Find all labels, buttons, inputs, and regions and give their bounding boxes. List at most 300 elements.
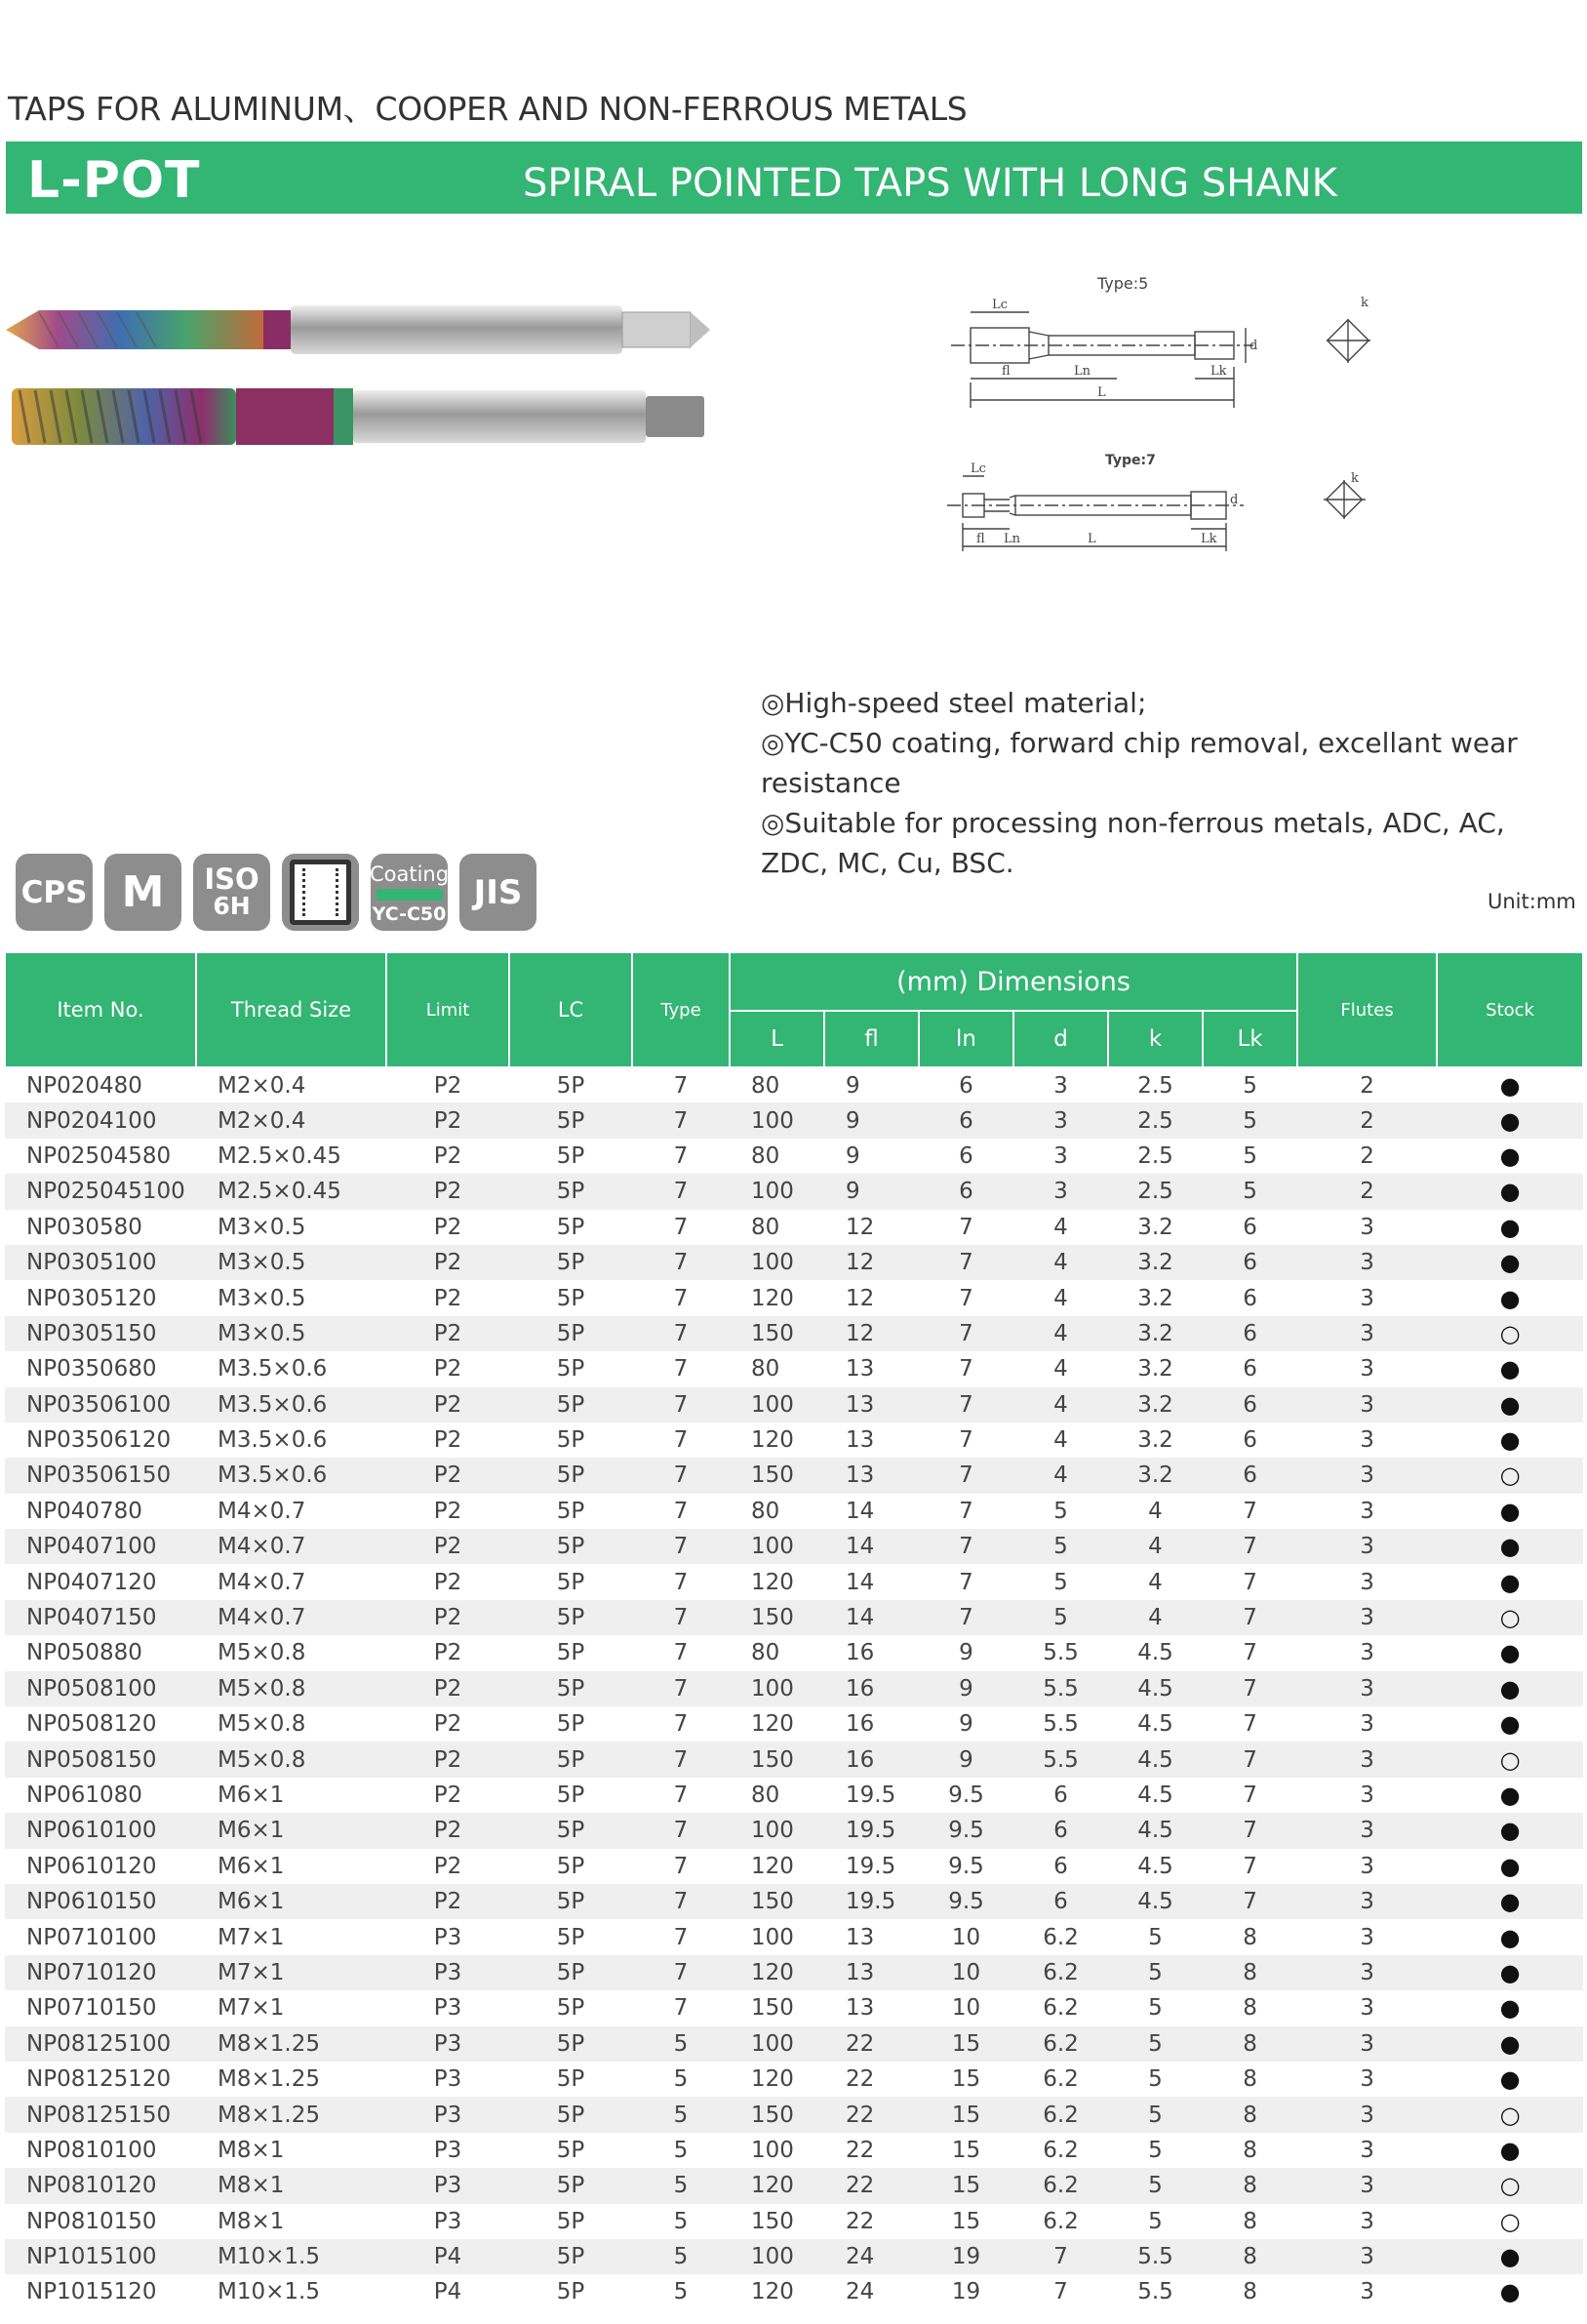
cell-k: 3.2 (1137, 1356, 1173, 1382)
cell-limit: P2 (386, 1102, 509, 1138)
cell-item-no: NP1015120 (26, 2279, 157, 2305)
cell-type: 7 (632, 1742, 730, 1777)
cell-lc: 5P (509, 2097, 632, 2132)
cell-flutes: 3 (1297, 1813, 1437, 1848)
cell-l: 120 (730, 1955, 824, 1990)
cell-d: 5.5 (1013, 1671, 1108, 1706)
table-row (5, 2274, 1583, 2309)
cell-k: 3.2 (1108, 1245, 1203, 1280)
cell-thread-size: M4×0.7 (196, 1529, 386, 1564)
table-row (5, 1139, 1583, 1174)
cell-fl: 13 (824, 1458, 919, 1493)
cell-stock: ○ (1437, 1458, 1583, 1493)
cell-ln: 9.5 (948, 1853, 984, 1879)
table-row (5, 1564, 1583, 1599)
cell-flutes: 3 (1360, 1924, 1374, 1950)
cell-stock: ● (1499, 1923, 1521, 1951)
cell-d: 6.2 (1013, 1955, 1108, 1990)
cell-k: 2.5 (1137, 1072, 1173, 1099)
cell-flutes: 3 (1360, 1569, 1374, 1595)
cell-stock: ● (1437, 1671, 1583, 1706)
cell-limit: P2 (433, 1640, 462, 1666)
cell-d: 3 (1013, 1102, 1108, 1138)
metric-badge: M (104, 854, 181, 931)
cell-stock: ● (1499, 1071, 1521, 1100)
cell-lc: 5P (509, 1671, 632, 1706)
cell-ln: 19 (951, 2279, 981, 2305)
cell-lc: 5P (556, 1711, 585, 1738)
unit-label: Unit:mm (1488, 890, 1576, 913)
table-row (5, 1174, 1583, 1209)
cell-flutes: 3 (1360, 2137, 1374, 2163)
product-subtitle: SPIRAL POINTED TAPS WITH LONG SHANK (523, 161, 1337, 206)
table-row (5, 1494, 1583, 1529)
cell-limit: P3 (386, 2026, 509, 2062)
cell-l: 120 (751, 1569, 794, 1595)
cell-lk: 7 (1203, 1529, 1297, 1564)
cell-lk: 7 (1203, 1742, 1297, 1777)
cell-ln: 7 (959, 1285, 973, 1311)
feature-item: ◎High-speed steel material; (761, 687, 1147, 719)
cell-ln: 10 (951, 1924, 981, 1950)
cell-type: 7 (673, 1498, 689, 1524)
dim-fl-label: fl (1002, 364, 1011, 379)
cell-stock: ● (1499, 1994, 1521, 2023)
cell-lc: 5P (556, 1569, 585, 1595)
cell-l: 100 (730, 1529, 824, 1564)
cell-thread-size: M8×1 (218, 2137, 285, 2163)
cell-fl: 22 (824, 2097, 919, 2132)
cell-lk: 7 (1243, 1569, 1257, 1595)
spec-table-body (5, 1067, 1583, 2310)
cell-fl: 14 (824, 1529, 919, 1564)
cell-fl: 12 (824, 1316, 919, 1351)
cell-ln: 9 (919, 1671, 1013, 1706)
cell-d: 4 (1053, 1356, 1068, 1382)
table-row (5, 1067, 1583, 1102)
cell-d: 6 (1053, 1783, 1068, 1808)
cell-item-no: NP08125150 (5, 2097, 196, 2132)
cell-item-no: NP08125100 (5, 2026, 196, 2062)
cell-lc: 5P (556, 2137, 585, 2163)
table-row (5, 2026, 1583, 2062)
dim-lc-label: Lc (992, 298, 1008, 312)
cell-lk: 8 (1243, 2279, 1257, 2305)
cell-stock: ● (1437, 1884, 1583, 1919)
coating-badge (371, 854, 448, 931)
cell-lk: 5 (1203, 1102, 1297, 1138)
header-k: k (1108, 1011, 1203, 1067)
cell-thread-size: M6×1 (196, 1884, 386, 1919)
cell-item-no: NP03506150 (5, 1458, 196, 1493)
cell-type: 7 (632, 1884, 730, 1919)
cell-flutes: 2 (1360, 1072, 1374, 1099)
cell-d: 4 (1013, 1316, 1108, 1351)
cell-k: 5 (1108, 2097, 1203, 2132)
product-code: L-POT (27, 151, 201, 210)
cell-flutes: 3 (1360, 1427, 1374, 1454)
cell-stock: ● (1499, 1497, 1521, 1525)
cell-flutes: 3 (1297, 2239, 1437, 2274)
cell-lk: 7 (1203, 1813, 1297, 1848)
cell-limit: P2 (433, 1427, 462, 1454)
cell-flutes: 3 (1360, 2279, 1374, 2305)
table-row (5, 1529, 1583, 1564)
cell-ln: 15 (951, 2066, 981, 2093)
cell-ln: 6 (959, 1072, 973, 1099)
cell-fl: 22 (824, 2026, 919, 2062)
cell-k: 5.5 (1108, 2239, 1203, 2274)
cell-d: 6 (1013, 1884, 1108, 1919)
cell-l: 100 (730, 1813, 824, 1848)
cell-l: 120 (730, 2168, 824, 2203)
cell-item-no: NP040780 (26, 1498, 142, 1524)
cell-ln: 9.5 (919, 1884, 1013, 1919)
cell-flutes: 3 (1360, 1285, 1374, 1311)
header-thread-size: Thread Size (196, 952, 386, 1067)
title-banner (6, 141, 1582, 214)
cell-lc: 5P (556, 1498, 585, 1524)
cell-lc: 5P (556, 1995, 585, 2022)
cell-thread-size: M3×0.5 (218, 1214, 306, 1240)
cell-lk: 6 (1243, 1214, 1257, 1240)
cell-fl: 22 (824, 2168, 919, 2203)
cell-limit: P2 (433, 1711, 462, 1738)
cell-type: 7 (673, 1285, 689, 1311)
cell-stock: ● (1437, 1813, 1583, 1848)
cell-ln: 7 (919, 1245, 1013, 1280)
cell-item-no: NP061080 (26, 1783, 142, 1808)
cell-d: 5.5 (1013, 1742, 1108, 1777)
cell-lc: 5P (509, 2168, 632, 2203)
cell-k: 5 (1148, 1924, 1163, 1950)
cell-stock: ● (1499, 1213, 1521, 1241)
cell-lc: 5P (556, 1214, 585, 1240)
cell-lc: 5P (509, 1529, 632, 1564)
table-row (5, 1210, 1583, 1245)
dim-d-label: d (1250, 339, 1258, 353)
cell-d: 6.2 (1043, 2208, 1079, 2234)
cell-item-no: NP0407120 (26, 1569, 157, 1595)
cell-k: 4 (1108, 1600, 1203, 1635)
header-stock: Stock (1437, 952, 1583, 1067)
cell-lc: 5P (509, 1813, 632, 1848)
cell-stock: ● (1499, 1355, 1521, 1383)
cell-lk: 6 (1243, 1356, 1257, 1382)
cell-item-no: NP025045100 (5, 1174, 196, 1209)
cell-fl: 24 (846, 2279, 875, 2305)
cell-d: 4 (1053, 1427, 1068, 1454)
cell-lc: 5P (556, 2208, 585, 2234)
cell-k: 5 (1148, 2066, 1163, 2093)
cell-thread-size: M6×1 (218, 1853, 285, 1879)
cell-flutes: 3 (1297, 1600, 1437, 1635)
cell-type: 5 (673, 2137, 689, 2163)
cell-limit: P4 (386, 2239, 509, 2274)
cell-item-no: NP0508120 (26, 1711, 157, 1738)
cell-item-no: NP0710100 (26, 1924, 157, 1950)
header-l: L (730, 1011, 824, 1067)
cell-fl: 14 (846, 1498, 875, 1524)
iso-6h-badge (193, 854, 270, 931)
cell-fl: 16 (824, 1742, 919, 1777)
cell-type: 7 (673, 1783, 689, 1808)
cell-flutes: 3 (1360, 1498, 1374, 1524)
cell-k: 5 (1148, 2208, 1163, 2234)
cell-d: 6.2 (1043, 2137, 1079, 2163)
cell-lk: 7 (1243, 1853, 1257, 1879)
cell-fl: 13 (846, 1924, 875, 1950)
cell-d: 3 (1053, 1072, 1068, 1099)
cell-stock: ● (1437, 1102, 1583, 1138)
cell-d: 6.2 (1013, 2097, 1108, 2132)
cell-d: 5.5 (1043, 1711, 1079, 1738)
cell-l: 80 (751, 1214, 780, 1240)
cell-type: 7 (632, 1671, 730, 1706)
shank-icon (282, 854, 359, 931)
cell-k: 2.5 (1108, 1174, 1203, 1209)
cell-lk: 7 (1243, 1640, 1257, 1666)
cell-type: 7 (632, 1174, 730, 1209)
cell-item-no: NP0508100 (5, 1671, 196, 1706)
header-limit: Limit (386, 952, 509, 1067)
cell-fl: 12 (846, 1214, 875, 1240)
cell-d: 4 (1013, 1387, 1108, 1422)
cell-thread-size: M7×1 (218, 1924, 285, 1950)
table-row (5, 2097, 1583, 2132)
cell-fl: 13 (824, 1955, 919, 1990)
page-heading: TAPS FOR ALUMINUM、COOPER AND NON-FERROUS METALS (8, 90, 968, 128)
cell-thread-size: M6×1 (218, 1783, 285, 1808)
cell-lk: 5 (1243, 1072, 1257, 1099)
cell-d: 4 (1053, 1285, 1068, 1311)
cell-flutes: 3 (1360, 1711, 1374, 1738)
cell-flutes: 3 (1360, 2208, 1374, 2234)
cell-lc: 5P (509, 1245, 632, 1280)
cell-thread-size: M3×0.5 (196, 1316, 386, 1351)
cell-item-no: NP0350680 (26, 1356, 157, 1382)
cell-item-no: NP0810120 (5, 2168, 196, 2203)
cell-l: 150 (730, 2097, 824, 2132)
table-row (5, 1458, 1583, 1493)
cell-ln: 19 (919, 2239, 1013, 2274)
cell-stock: ● (1437, 2239, 1583, 2274)
table-row (5, 1742, 1583, 1777)
table-row (5, 1316, 1583, 1351)
cell-stock: ● (1499, 1782, 1521, 1809)
cell-l: 150 (730, 1316, 824, 1351)
feature-item: ◎Suitable for processing non-ferrous metals, ADC, AC, ZDC, MC, Cu, BSC. (761, 807, 1505, 879)
cell-l: 100 (730, 1174, 824, 1209)
cell-flutes: 3 (1297, 1955, 1437, 1990)
cell-limit: P2 (386, 1529, 509, 1564)
cell-fl: 16 (846, 1711, 875, 1738)
cell-l: 150 (730, 1884, 824, 1919)
cell-type: 7 (632, 1529, 730, 1564)
cell-stock: ○ (1437, 1600, 1583, 1635)
cell-l: 150 (751, 2208, 794, 2234)
cell-limit: P2 (433, 1853, 462, 1879)
cell-lk: 6 (1243, 1427, 1257, 1454)
cell-type: 7 (632, 1102, 730, 1138)
dim-l-label: L (1097, 385, 1106, 400)
cell-l: 120 (751, 1711, 794, 1738)
cell-l: 150 (730, 1600, 824, 1635)
cell-fl: 13 (846, 1427, 875, 1454)
cell-item-no: NP1015100 (5, 2239, 196, 2274)
cell-lc: 5P (556, 2066, 585, 2093)
cell-l: 120 (751, 1853, 794, 1879)
cell-lc: 5P (509, 1316, 632, 1351)
cell-lc: 5P (509, 1742, 632, 1777)
cell-d: 5 (1013, 1529, 1108, 1564)
cell-l: 120 (751, 2066, 794, 2093)
table-row (5, 1955, 1583, 1990)
dim-d-label-7: d (1230, 493, 1239, 507)
cell-limit: P2 (433, 1356, 462, 1382)
cell-lc: 5P (556, 2279, 585, 2305)
cell-ln: 10 (919, 1955, 1013, 1990)
cell-stock: ● (1499, 1142, 1521, 1170)
cell-lc: 5P (556, 1285, 585, 1311)
cell-flutes: 2 (1297, 1174, 1437, 1209)
cell-l: 120 (751, 2279, 794, 2305)
cell-lc: 5P (556, 1783, 585, 1808)
header-dimensions: (mm) Dimensions (730, 952, 1297, 1011)
cell-ln: 9 (959, 1711, 973, 1738)
cell-lk: 8 (1243, 1924, 1257, 1950)
cell-lk: 8 (1203, 2168, 1297, 2203)
cell-thread-size: M2.5×0.45 (218, 1142, 341, 1169)
type7-label: Type:7 (1105, 453, 1156, 468)
cell-type: 7 (632, 1813, 730, 1848)
cell-type: 7 (673, 1640, 689, 1666)
cell-d: 7 (1053, 2279, 1068, 2305)
cell-thread-size: M3.5×0.6 (218, 1356, 328, 1382)
table-row (5, 1245, 1583, 1280)
cell-l: 150 (751, 1995, 794, 2022)
cell-lc: 5P (556, 1924, 585, 1950)
cell-type: 5 (632, 2239, 730, 2274)
cell-k: 5 (1108, 2026, 1203, 2062)
cell-lk: 8 (1203, 2097, 1297, 2132)
cell-lc: 5P (509, 1174, 632, 1209)
cell-fl: 22 (846, 2208, 875, 2234)
cell-d: 7 (1013, 2239, 1108, 2274)
cell-type: 7 (632, 1387, 730, 1422)
cell-item-no: NP0710120 (5, 1955, 196, 1990)
table-row (5, 1351, 1583, 1386)
cell-limit: P3 (433, 2066, 462, 2093)
cell-lc: 5P (509, 2026, 632, 2062)
cell-ln: 7 (919, 1529, 1013, 1564)
cell-limit: P2 (386, 1600, 509, 1635)
table-row (5, 1706, 1583, 1742)
cell-k: 4 (1108, 1529, 1203, 1564)
table-row (5, 1778, 1583, 1813)
dim-lk-label: Lk (1210, 364, 1227, 379)
cell-lc: 5P (556, 1356, 585, 1382)
cell-k: 4.5 (1137, 1640, 1173, 1666)
cell-type: 7 (673, 1995, 689, 2022)
cell-type: 5 (632, 2026, 730, 2062)
cell-k: 2.5 (1108, 1102, 1203, 1138)
cell-type: 7 (673, 1142, 689, 1169)
jis-badge: JIS (459, 854, 536, 931)
cell-d: 6.2 (1013, 2026, 1108, 2062)
cell-type: 7 (632, 1245, 730, 1280)
cell-k: 4.5 (1108, 1813, 1203, 1848)
cell-stock: ○ (1437, 2168, 1583, 2203)
cell-thread-size: M3.5×0.6 (218, 1427, 328, 1454)
spec-table (4, 951, 1584, 2310)
cell-fl: 19.5 (824, 1813, 919, 1848)
cell-thread-size: M5×0.8 (218, 1640, 306, 1666)
cell-flutes: 3 (1297, 2097, 1437, 2132)
header-ln: ln (919, 1011, 1013, 1067)
cell-ln: 9.5 (919, 1813, 1013, 1848)
cell-lc: 5P (556, 1853, 585, 1879)
cell-l: 100 (730, 1245, 824, 1280)
table-row (5, 1884, 1583, 1919)
cell-thread-size: M4×0.7 (218, 1498, 306, 1524)
cell-thread-size: M10×1.5 (196, 2239, 386, 2274)
cell-ln: 7 (959, 1356, 973, 1382)
cell-lk: 8 (1203, 1955, 1297, 1990)
cell-flutes: 3 (1360, 1995, 1374, 2022)
cell-item-no: NP0407100 (5, 1529, 196, 1564)
cell-stock: ○ (1437, 1742, 1583, 1777)
cell-d: 6.2 (1043, 1995, 1079, 2022)
cell-item-no: NP02504580 (26, 1142, 172, 1169)
cell-lc: 5P (509, 1600, 632, 1635)
cell-l: 100 (730, 1671, 824, 1706)
cps-badge: CPS (16, 854, 93, 931)
table-row (5, 1919, 1583, 1954)
cell-lk: 8 (1203, 2026, 1297, 2062)
header-type: Type (632, 952, 730, 1067)
cell-lc: 5P (556, 1427, 585, 1454)
cell-fl: 12 (846, 1285, 875, 1311)
cell-limit: P2 (433, 1285, 462, 1311)
cell-fl: 9 (824, 1174, 919, 1209)
cell-thread-size: M8×1.25 (218, 2066, 320, 2093)
header-fl: fl (824, 1011, 919, 1067)
cell-item-no: NP050880 (26, 1640, 142, 1666)
cell-lk: 5 (1243, 1142, 1257, 1169)
cell-lk: 5 (1203, 1174, 1297, 1209)
cell-limit: P3 (433, 1995, 462, 2022)
cell-k: 4.5 (1137, 1711, 1173, 1738)
cell-thread-size: M8×1 (218, 2208, 285, 2234)
cell-limit: P3 (433, 1924, 462, 1950)
table-row (5, 2168, 1583, 2203)
cell-stock: ● (1499, 2278, 1521, 2306)
dim-fl-label-7: fl (976, 532, 985, 546)
cell-thread-size: M2.5×0.45 (196, 1174, 386, 1209)
cell-limit: P2 (386, 1813, 509, 1848)
cell-thread-size: M8×1 (196, 2168, 386, 2203)
cell-limit: P4 (433, 2279, 462, 2305)
cell-fl: 19.5 (824, 1884, 919, 1919)
cell-stock: ● (1437, 1529, 1583, 1564)
table-row (5, 1102, 1583, 1138)
cell-item-no: NP030580 (26, 1214, 142, 1240)
cell-flutes: 3 (1297, 1316, 1437, 1351)
feature-list (761, 683, 1561, 883)
cell-thread-size: M4×0.7 (218, 1569, 306, 1595)
cell-type: 7 (632, 1955, 730, 1990)
